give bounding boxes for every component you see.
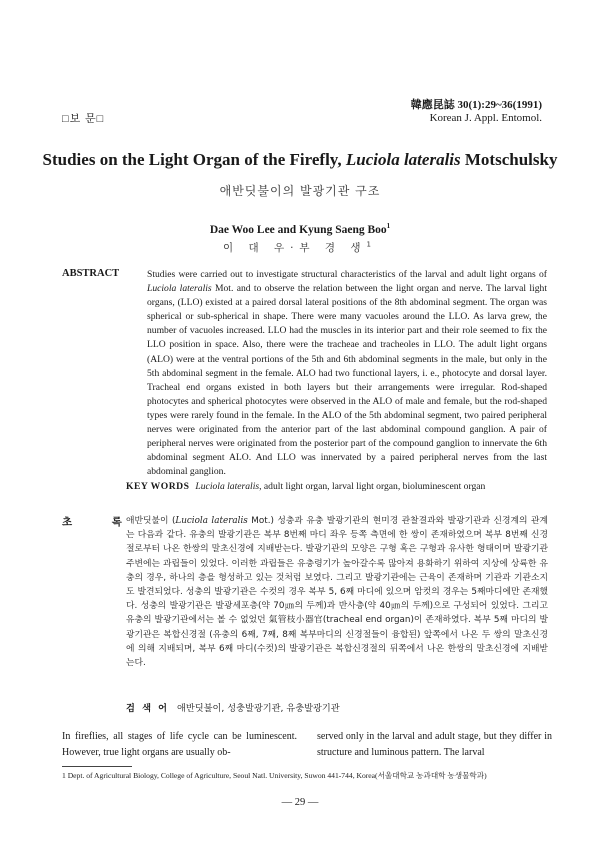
authors-english-text: Dae Woo Lee and Kyung Saeng Boo <box>209 223 387 236</box>
footnote: 1 Dept. of Agricultural Biology, College of Agriculture, Seoul Natl. University, Suwon 441-744, Korea(서울대학교 농과대학 농생물학과) <box>62 771 487 780</box>
authors-korean <box>0 240 600 255</box>
korean-keywords <box>126 700 340 714</box>
keywords-rest: , adult light organ, larval light organ, bioluminescent organ <box>259 481 486 492</box>
abstract-text-rest: Mot. and to observe the relation between the light organ and nerve. The larval light organs, (LLO) existed at a paired dorsal lateral positions of the 8th abdominal segment. The organ was spherical or sub-spherical in shape. There were many vacuoles around the LLO. As larva grew, the number of vacuoles increased. LLO had the muscles in its interior part and their role seemed to fix the LLO position in space. Also, there were the tracheae and tracheoles in LLO. The adult light organs (ALO) were at the ventral portions of the 5th and 6th abdominal segments in the male, but only in the 5th abdominal segment in the female. ALO had two functional layers, i. e., photocyte and dorsal layer. Tracheal end organs existed in both layers but their arrangements were irregular. Rod-shaped photocytes and spherical photocytes were observed in the ALO of male and female, but the rod-shaped types were rarely found in the female. In the ALO of the 5th abdominal segment, two paired peripheral nerves were originated from the anterior part of the last abdominal compound ganglion. A pair of peripheral nerves were originated from the posterior part of the compound ganglion to innervate the 6th abdominal segment ALO. And LLO was innervated by a paired peripheral nerves from the last abdominal ganglion. <box>147 283 547 478</box>
abstract-body <box>147 268 547 479</box>
authors-korean-text: 이 대 우·부 경 생 <box>222 242 367 254</box>
keywords-species: Luciola lateralis <box>195 481 260 492</box>
title-prefix: Studies on the Light Organ of the Firefly, <box>42 150 346 169</box>
page-number: — 29 — <box>281 797 319 808</box>
title-suffix: Motschulsky <box>460 150 558 169</box>
korean-abstract-species: Luciola lateralis <box>175 516 248 526</box>
paper-title <box>0 150 600 170</box>
abstract-label: ABSTRACT <box>62 268 120 279</box>
body-column-left: In fireflies, all stages of life cycle can be luminescent. However, true light organs are usually ob- <box>62 731 297 758</box>
journal-name: Korean J. Appl. Entomol. <box>429 112 542 124</box>
korean-abstract-body <box>126 514 548 670</box>
authors-english-sup: 1 <box>386 222 391 230</box>
authors-korean-sup: 1 <box>366 240 377 249</box>
title-species: Luciola lateralis <box>345 150 461 169</box>
section-tag: □보 문□ <box>62 113 105 125</box>
journal-citation-korean: 韓應昆誌 30(1):29~36(1991) <box>410 99 542 111</box>
abstract-species: Luciola lateralis <box>147 283 212 295</box>
korean-abstract-rest: Mot.) 성충과 유충 발광기관의 현미경 관찰결과와 발광기관과 신경계의 관계는 다음과 같다. 유충의 발광기관은 복부 8번째 마디 좌우 등쪽 측면에 한 쌍이 존재하였으며 복부 8번째 신경절로부터 나온 한쌍의 말초신경에 지배받는다. 발광기관의 모양은 구형 혹은 구형과 유사한 형태이며 발광기관 주변에는 과립들이 있었다. 이러한 과립들은 유충령기가 높아갈수록 많아져 용화하기 위하여 지상에 상륙한 유충의 경우, 하나의 층을 형성하고 있는 것처럼 보였다. 그리고 발광기관에는 근육이 존재하며 기관과 기관소지도 발견되었다. 성충의 발광기관은 수컷의 경우 복부 5, 6째 마디에 있으며 암컷의 경우는 5째마디에만 존재했다. 성충의 발광기관은 발광세포층(약 70㎛의 두께)과 반사층(약 40㎛의 두께)으로 구성되어 있었다. 그리고 유충의 발광기관에서는 볼 수 없었던 氣管枝小器官(tracheal end organ)이 존재하였다. 복부 5째 마디의 발광기관은 복합신경절 (유충의 6째, 7째, 8째 복부마디의 신경절들이 융합된) 앞쪽에서 나온 두 쌍의 말초신경에 의해 지배되며, 복부 6째 마디(수컷)의 발광기관은 복합신경절의 뒤쪽에서 나온 한쌍의 말초신경에 지배받는다. <box>126 516 548 669</box>
korean-keywords-text: 애반딧불이, 성충발광기관, 유충발광기관 <box>177 703 340 714</box>
korean-abstract-start: 애반딧불이 ( <box>126 516 176 526</box>
korean-title: 애반딧불이의 발광기관 구조 <box>219 184 381 198</box>
korean-abstract-label: 초 록 <box>62 516 140 528</box>
body-column-right: served only in the larval and adult stage, but they differ in structure and luminous pattern. The larval <box>317 731 552 758</box>
journal-citation <box>411 99 542 125</box>
authors-english <box>0 222 600 236</box>
abstract-text-start: Studies were carried out to investigate structural characteristics of the larval and adult light organs of <box>147 269 547 280</box>
keywords-label: KEY WORDS <box>126 481 190 492</box>
korean-keywords-label: 검 색 어 <box>126 703 170 714</box>
footnote-divider <box>62 766 132 767</box>
keywords <box>126 481 556 492</box>
